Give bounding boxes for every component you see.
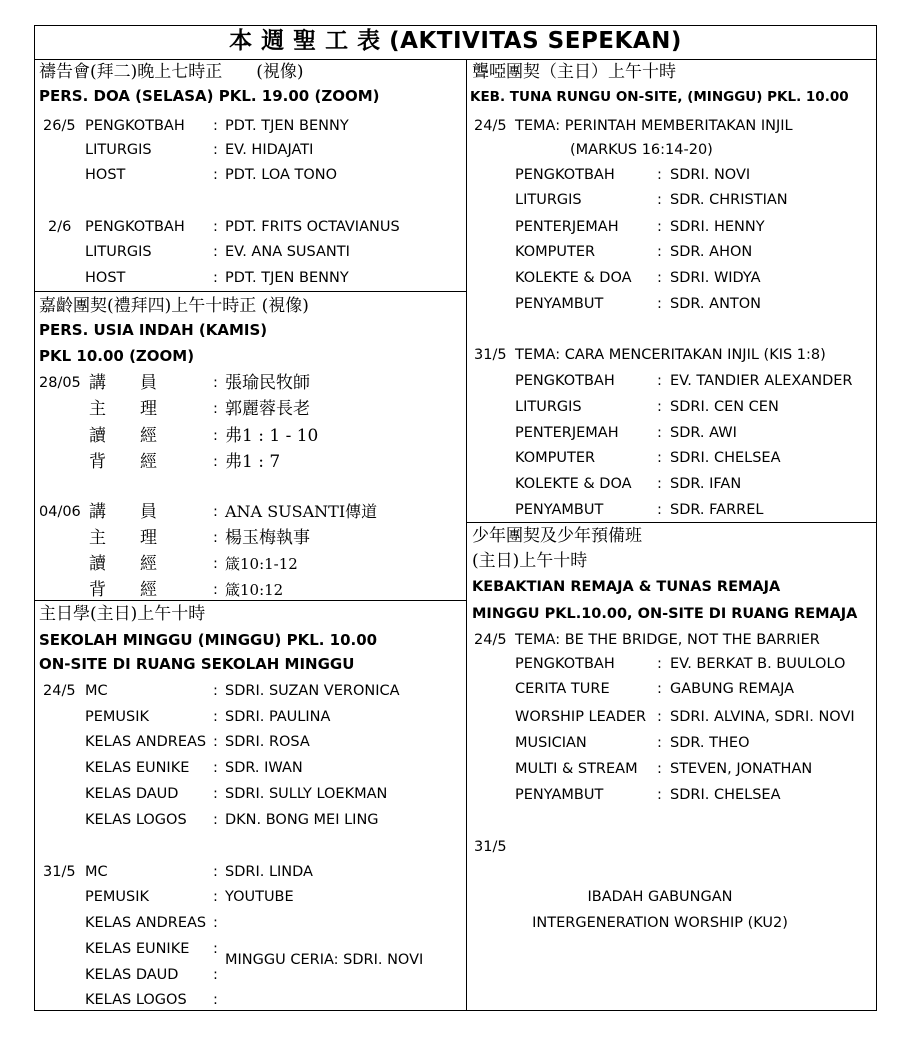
remaja-date-1: 24/5	[474, 632, 507, 648]
sekolah-name: SDRI. LINDA	[225, 864, 313, 880]
column-divider	[466, 59, 467, 1011]
remaja-header-zh2: (主日)上午十時	[472, 551, 588, 571]
sekolah-name: YOUTUBE	[225, 889, 294, 905]
remaja-role: PENYAMBUT	[515, 787, 604, 803]
doa-role: LITURGIS	[85, 244, 152, 260]
usia-sep: :	[213, 530, 218, 546]
sekolah-role: KELAS EUNIKE	[85, 760, 190, 776]
tuna-role: KOLEKTE & DOA	[515, 476, 632, 492]
sekolah-sep: :	[213, 941, 218, 957]
sekolah-date-2: 31/5	[43, 864, 76, 880]
doa-role: LITURGIS	[85, 142, 152, 158]
tuna-name: SDR. AHON	[670, 244, 753, 260]
tuna-role: KOMPUTER	[515, 450, 596, 466]
remaja-role: MULTI & STREAM	[515, 761, 638, 777]
doa-header-zh: 禱告會(拜二)晚上七時正 (視像)	[39, 62, 304, 82]
sekolah-sep: :	[213, 709, 218, 725]
doa-sep: :	[213, 142, 218, 158]
sekolah-header-id1: SEKOLAH MINGGU (MINGGU) PKL. 10.00	[39, 631, 378, 649]
tuna-header-zh: 聾啞團契（主日）上午十時	[472, 62, 676, 82]
doa-sep: :	[213, 244, 218, 260]
sekolah-role: KELAS LOGOS	[85, 812, 187, 828]
doa-sep: :	[213, 270, 218, 286]
sekolah-sep: :	[213, 786, 218, 802]
tuna-name: SDR. ANTON	[670, 296, 762, 312]
remaja-header-id2: MINGGU PKL.10.00, ON-SITE DI RUANG REMAJA	[472, 606, 858, 622]
sekolah-role: KELAS ANDREAS	[85, 915, 207, 931]
tuna-sep: :	[657, 502, 662, 518]
sekolah-role: MC	[85, 683, 108, 699]
tuna-date-2: 31/5	[474, 347, 507, 363]
tuna-name: SDR. FARREL	[670, 502, 764, 518]
usia-date-2: 04/06	[39, 504, 81, 520]
tuna-date-1: 24/5	[474, 118, 507, 134]
remaja-role: PENGKOTBAH	[515, 656, 615, 672]
sekolah-name: SDRI. PAULINA	[225, 709, 331, 725]
sekolah-name: DKN. BONG MEI LING	[225, 812, 379, 828]
remaja-name: SDR. THEO	[670, 735, 750, 751]
usia-name: 弗1 : 7	[225, 452, 281, 472]
usia-sep: :	[213, 556, 218, 572]
remaja-role: WORSHIP LEADER	[515, 709, 647, 725]
usia-role: 講 員	[89, 373, 157, 393]
doa-date-2: 2/6	[48, 219, 72, 235]
doa-role: PENGKOTBAH	[85, 118, 185, 134]
sekolah-header-id2: ON-SITE DI RUANG SEKOLAH MINGGU	[39, 655, 355, 673]
tuna-name: SDRI. HENNY	[670, 219, 765, 235]
tuna-name: SDRI. NOVI	[670, 167, 751, 183]
remaja-sep: :	[657, 681, 662, 697]
doa-name: EV. HIDAJATI	[225, 142, 314, 158]
usia-header-id2: PKL 10.00 (ZOOM)	[39, 347, 195, 365]
sekolah-name: SDRI. SULLY LOEKMAN	[225, 786, 388, 802]
tuna-header-id: KEB. TUNA RUNGU ON-SITE, (MINGGU) PKL. 10.00	[470, 89, 849, 105]
usia-sep: :	[213, 375, 218, 391]
remaja-name: SDRI. CHELSEA	[670, 787, 781, 803]
sekolah-role: PEMUSIK	[85, 889, 150, 905]
usia-sep: :	[213, 454, 218, 470]
remaja-header-zh1: 少年團契及少年預備班	[472, 526, 642, 546]
tuna-sep: :	[657, 425, 662, 441]
tuna-role: PENTERJEMAH	[515, 219, 619, 235]
remaja-name: EV. BERKAT B. BUULOLO	[670, 656, 846, 672]
section-divider-usia	[34, 291, 467, 292]
sekolah-merged-name: MINGGU CERIA: SDRI. NOVI	[225, 952, 424, 968]
tuna-sep: :	[657, 219, 662, 235]
usia-role: 背 經	[89, 580, 157, 600]
usia-header-zh: 嘉齡團契(禮拜四)上午十時正 (視像)	[39, 296, 309, 316]
doa-name: PDT. TJEN BENNY	[225, 118, 349, 134]
sekolah-role: KELAS LOGOS	[85, 992, 187, 1008]
usia-role: 背 經	[89, 452, 157, 472]
page-title: 本 週 聖 工 表 (AKTIVITAS SEPEKAN)	[34, 25, 877, 60]
remaja-sep: :	[657, 787, 662, 803]
doa-name: PDT. FRITS OCTAVIANUS	[225, 219, 400, 235]
usia-sep: :	[213, 504, 218, 520]
tuna-name: SDR. AWI	[670, 425, 737, 441]
doa-role: PENGKOTBAH	[85, 219, 185, 235]
doa-date-1: 26/5	[43, 118, 76, 134]
sekolah-role: KELAS ANDREAS	[85, 734, 207, 750]
doa-name: PDT. LOA TONO	[225, 167, 338, 183]
usia-name: 箴10:1-12	[225, 555, 298, 573]
sekolah-role: MC	[85, 864, 108, 880]
sekolah-header-zh: 主日學(主日)上午十時	[39, 604, 206, 624]
tuna-tema-1-ref: (MARKUS 16:14-20)	[570, 142, 713, 158]
remaja-sep: :	[657, 656, 662, 672]
usia-name: 弗1 : 1 - 10	[225, 426, 319, 446]
sekolah-sep: :	[213, 760, 218, 776]
usia-name: 箴10:12	[225, 581, 284, 599]
doa-sep: :	[213, 219, 218, 235]
usia-role: 主 理	[89, 528, 157, 548]
tuna-sep: :	[657, 167, 662, 183]
tuna-role: KOMPUTER	[515, 244, 596, 260]
tuna-name: SDRI. CEN CEN	[670, 399, 779, 415]
sekolah-role: PEMUSIK	[85, 709, 150, 725]
tuna-role: KOLEKTE & DOA	[515, 270, 632, 286]
remaja-role: MUSICIAN	[515, 735, 587, 751]
doa-sep: :	[213, 118, 218, 134]
tuna-sep: :	[657, 450, 662, 466]
section-divider-remaja	[466, 522, 877, 523]
sekolah-name: SDRI. SUZAN VERONICA	[225, 683, 400, 699]
sekolah-sep: :	[213, 812, 218, 828]
tuna-sep: :	[657, 296, 662, 312]
tuna-name: SDRI. WIDYA	[670, 270, 761, 286]
sekolah-name: SDRI. ROSA	[225, 734, 310, 750]
sekolah-sep: :	[213, 864, 218, 880]
tuna-role: PENYAMBUT	[515, 502, 604, 518]
tuna-role: LITURGIS	[515, 399, 582, 415]
remaja-tema-1: TEMA: BE THE BRIDGE, NOT THE BARRIER	[515, 632, 820, 648]
usia-sep: :	[213, 582, 218, 598]
remaja-note-2: INTERGENERATION WORSHIP (KU2)	[532, 915, 788, 931]
remaja-role: CERITA TURE	[515, 681, 610, 697]
usia-role: 讀 經	[89, 426, 157, 446]
sekolah-sep: :	[213, 967, 218, 983]
tuna-role: LITURGIS	[515, 192, 582, 208]
tuna-sep: :	[657, 270, 662, 286]
tuna-role: PENGKOTBAH	[515, 373, 615, 389]
sekolah-sep: :	[213, 889, 218, 905]
tuna-name: EV. TANDIER ALEXANDER	[670, 373, 853, 389]
usia-sep: :	[213, 401, 218, 417]
tuna-role: PENTERJEMAH	[515, 425, 619, 441]
sekolah-role: KELAS DAUD	[85, 967, 179, 983]
doa-role: HOST	[85, 167, 126, 183]
usia-role: 讀 經	[89, 554, 157, 574]
remaja-date-2: 31/5	[474, 839, 507, 855]
tuna-name: SDR. IFAN	[670, 476, 742, 492]
tuna-sep: :	[657, 244, 662, 260]
usia-role: 講 員	[89, 502, 157, 522]
sekolah-sep: :	[213, 992, 218, 1008]
usia-name: 張瑜民牧師	[225, 373, 310, 393]
doa-header-id: PERS. DOA (SELASA) PKL. 19.00 (ZOOM)	[39, 87, 380, 105]
remaja-sep: :	[657, 761, 662, 777]
remaja-sep: :	[657, 735, 662, 751]
remaja-sep: :	[657, 709, 662, 725]
sekolah-role: KELAS EUNIKE	[85, 941, 190, 957]
usia-date-1: 28/05	[39, 375, 81, 391]
usia-sep: :	[213, 428, 218, 444]
tuna-role: PENGKOTBAH	[515, 167, 615, 183]
sekolah-role: KELAS DAUD	[85, 786, 179, 802]
tuna-name: SDR. CHRISTIAN	[670, 192, 788, 208]
usia-role: 主 理	[89, 399, 157, 419]
tuna-tema-1: TEMA: PERINTAH MEMBERITAKAN INJIL	[515, 118, 793, 134]
sekolah-sep: :	[213, 683, 218, 699]
tuna-role: PENYAMBUT	[515, 296, 604, 312]
usia-name: 楊玉梅執事	[225, 528, 310, 548]
remaja-note-1: IBADAH GABUNGAN	[587, 889, 733, 905]
tuna-sep: :	[657, 399, 662, 415]
doa-role: HOST	[85, 270, 126, 286]
remaja-name: GABUNG REMAJA	[670, 681, 795, 697]
remaja-name: STEVEN, JONATHAN	[670, 761, 813, 777]
tuna-sep: :	[657, 192, 662, 208]
sekolah-sep: :	[213, 734, 218, 750]
doa-name: PDT. TJEN BENNY	[225, 270, 349, 286]
doa-name: EV. ANA SUSANTI	[225, 244, 350, 260]
usia-header-id1: PERS. USIA INDAH (KAMIS)	[39, 321, 268, 339]
doa-sep: :	[213, 167, 218, 183]
sekolah-sep: :	[213, 915, 218, 931]
tuna-sep: :	[657, 373, 662, 389]
tuna-name: SDRI. CHELSEA	[670, 450, 781, 466]
remaja-header-id1: KEBAKTIAN REMAJA & TUNAS REMAJA	[472, 579, 781, 595]
tuna-sep: :	[657, 476, 662, 492]
usia-name: ANA SUSANTI傳道	[225, 502, 378, 521]
remaja-name: SDRI. ALVINA, SDRI. NOVI	[670, 709, 855, 725]
tuna-tema-2: TEMA: CARA MENCERITAKAN INJIL (KIS 1:8)	[515, 347, 826, 363]
sekolah-date-1: 24/5	[43, 683, 76, 699]
usia-name: 郭麗蓉長老	[225, 399, 310, 419]
sekolah-name: SDR. IWAN	[225, 760, 303, 776]
